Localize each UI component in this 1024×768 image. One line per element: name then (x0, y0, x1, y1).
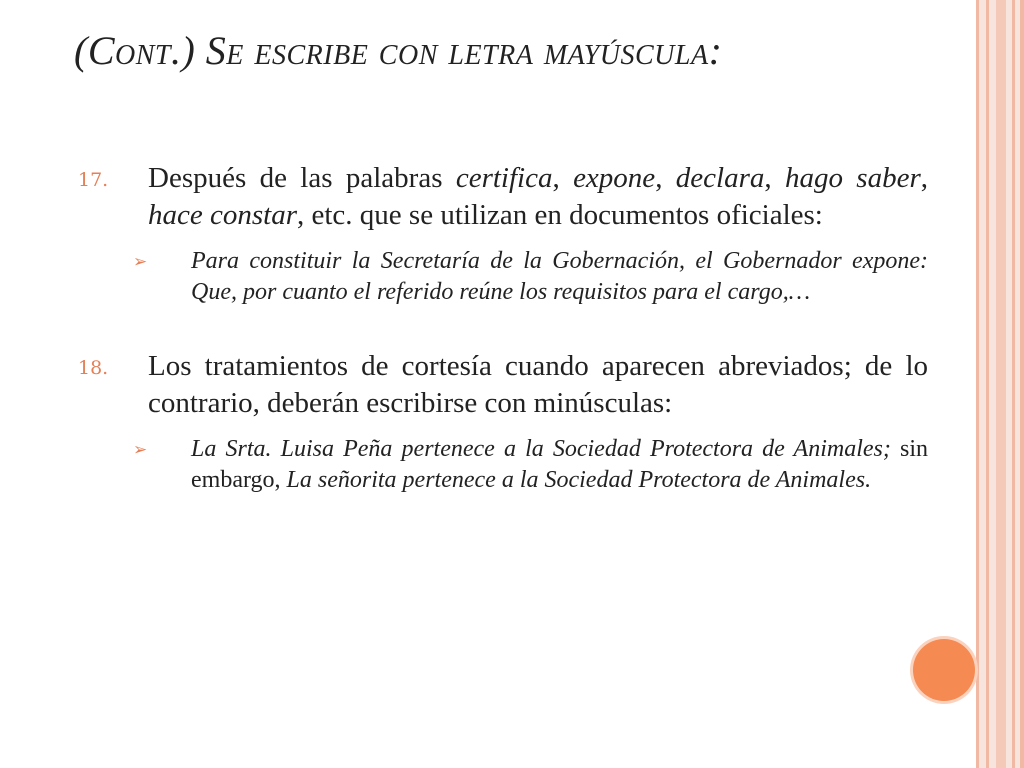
text-run: , (655, 162, 676, 194)
list-item-18 (78, 348, 928, 422)
list-item-17 (78, 160, 928, 234)
example-text (191, 434, 928, 496)
italic-text: hace constar (148, 199, 297, 231)
decorative-circle (913, 639, 975, 701)
italic-text: La Srta. Luisa Peña pertenece a la Sociedad Protectora de Animales; (191, 436, 891, 462)
text-run: Después de las palabras (148, 162, 456, 194)
item-text (148, 348, 928, 422)
example-18 (133, 434, 928, 496)
item-text (148, 160, 928, 234)
italic-text: Para constituir la Secretaría de la Gobernación, el Gobernador expone: Que, por cuanto el referido reúne los requisitos para el cargo,… (191, 248, 928, 305)
text-run: , (764, 162, 785, 194)
decorative-stripes (976, 0, 1024, 768)
stripe (986, 0, 989, 768)
item-number: 17. (78, 169, 109, 191)
italic-text: expone (573, 162, 656, 194)
slide-title: (Cont.) Se escribe con letra mayúscula: (74, 28, 723, 73)
stripe (1020, 0, 1024, 768)
italic-text: La señorita pertenece a la Sociedad Protectora de Animales. (286, 467, 872, 493)
text-run: , (920, 162, 929, 194)
arrow-bullet-icon: ➢ (133, 252, 148, 272)
italic-text: hago saber (784, 162, 921, 194)
text-run: , etc. que se utilizan en documentos oficiales: (297, 199, 823, 231)
stripe (1012, 0, 1015, 768)
arrow-bullet-icon: ➢ (133, 440, 148, 460)
stripe (976, 0, 979, 768)
text-run: , (552, 162, 574, 194)
stripe (996, 0, 1006, 768)
item-number: 18. (78, 357, 109, 379)
example-17 (133, 246, 928, 308)
example-text (191, 246, 928, 308)
italic-text: certifica (455, 162, 553, 194)
text-run: sin embargo, (191, 436, 928, 493)
italic-text: declara (675, 162, 765, 194)
slide-content (78, 160, 928, 496)
text-run: Los tratamientos de cortesía cuando aparecen abreviados; de lo contrario, deberán escribirse con minúsculas: (148, 350, 928, 419)
